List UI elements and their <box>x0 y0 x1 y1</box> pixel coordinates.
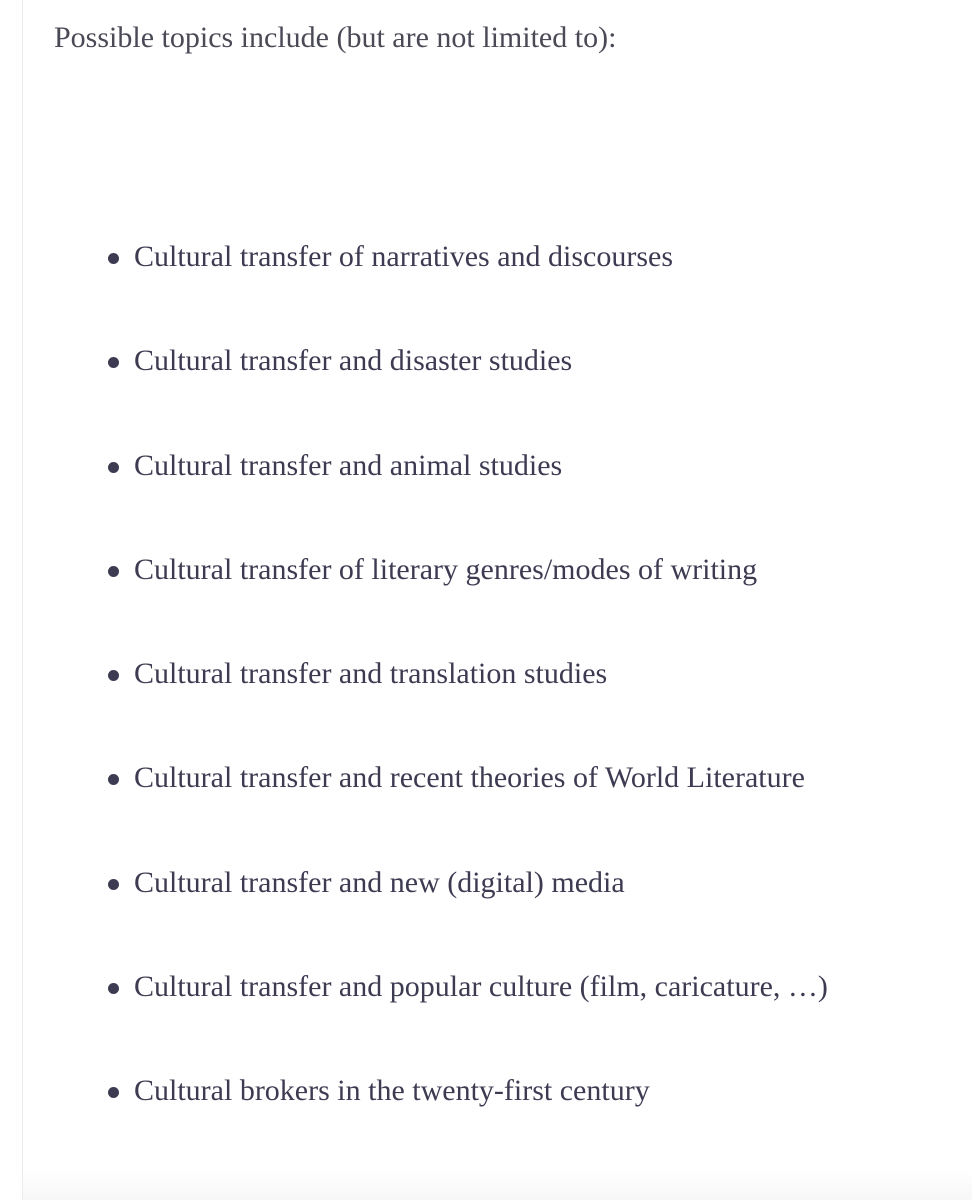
topics-list <box>54 234 828 1173</box>
bullet-icon <box>108 1087 119 1098</box>
list-item-text: Cultural transfer and new (digital) media <box>134 865 625 899</box>
list-item <box>54 547 828 651</box>
list-item-text: Cultural transfer and recent theories of World Literature <box>134 761 805 795</box>
intro-paragraph: Possible topics include (but are not limited to): <box>54 21 617 54</box>
list-item-text: Cultural transfer of literary genres/modes of writing <box>134 552 758 586</box>
list-item <box>54 964 828 1068</box>
list-item <box>54 443 828 547</box>
bullet-icon <box>108 357 119 368</box>
bottom-shade <box>23 1170 972 1200</box>
list-item <box>54 755 828 859</box>
bullet-icon <box>108 670 119 681</box>
list-item <box>54 338 828 442</box>
bullet-icon <box>108 879 119 890</box>
list-item <box>54 1068 828 1172</box>
list-item <box>54 234 828 338</box>
list-item <box>54 651 828 755</box>
bullet-icon <box>108 774 119 785</box>
bullet-icon <box>108 983 119 994</box>
left-border-rule <box>22 0 23 1200</box>
bullet-icon <box>108 462 119 473</box>
list-item-text: Cultural brokers in the twenty-first century <box>134 1074 650 1108</box>
list-item-text: Cultural transfer and animal studies <box>134 448 563 482</box>
list-item-text: Cultural transfer and translation studies <box>134 657 608 691</box>
list-item-text: Cultural transfer and popular culture (film, caricature, …) <box>134 970 828 1004</box>
list-item-text: Cultural transfer and disaster studies <box>134 344 573 378</box>
bullet-icon <box>108 253 119 264</box>
list-item <box>54 860 828 964</box>
list-item-text: Cultural transfer of narratives and discourses <box>134 240 673 273</box>
bullet-icon <box>108 566 119 577</box>
